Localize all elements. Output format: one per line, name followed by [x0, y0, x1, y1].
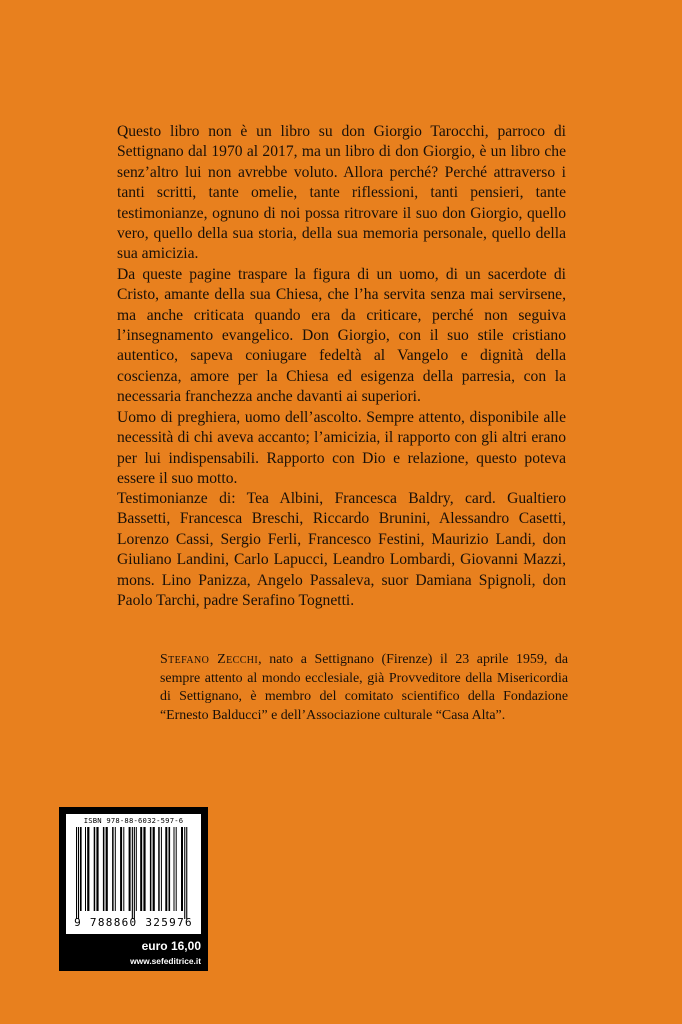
barcode-bar: [87, 827, 89, 911]
barcode-bar: [115, 827, 116, 911]
barcode-bar: [136, 827, 137, 911]
publisher-website: www.sefeditrice.it: [130, 956, 201, 966]
barcode-bar: [140, 827, 142, 911]
blurb-paragraph-1: Questo libro non è un libro su don Giorgio Tarocchi, parroco di Settignano dal 1970 al 2017, ma un libro di don Giorgio, è un libro che senz’altro lui non avrebbe voluto. Allora perché? Perché attraverso i tanti scritti, tante omelie, tante riflessioni, tanti pensieri, tante testimonianze, ognuno di noi possa ritrovare il suo don Giorgio, quello vero, quello della sua storia, della sua memoria personale, quello della sua amicizia.: [117, 123, 566, 263]
blurb-paragraph-2: Da queste pagine traspare la figura di un uomo, di un sacerdote di Cristo, amante della sua Chiesa, che l’ha servita senza mai servirsene, ma anche criticata quando era da criticare, perché non seguiva l’insegnamento evangelico. Don Giorgio, con il suo stile cristiano autentico, sapeva coniugare fedeltà al Vangelo e dignità della coscienza, amore per la Chiesa ed esigenza della parresia, con la necessaria franchezza anche davanti ai superiori.: [117, 265, 566, 406]
barcode-panel: [66, 814, 201, 934]
barcode-bar: [161, 827, 162, 911]
barcode-bar: [129, 827, 131, 911]
barcode-bar: [143, 827, 145, 911]
barcode-bar: [158, 827, 160, 911]
barcode-guard-bar: [186, 827, 187, 919]
barcode-bar: [106, 827, 108, 911]
barcode-bar: [85, 827, 86, 911]
price-label: euro 16,00: [141, 939, 201, 953]
barcode-bar: [112, 827, 114, 911]
isbn-label: ISBN 978-88-6032-597-6: [83, 816, 184, 825]
ean-digits: 9 788860 325976: [74, 916, 193, 929]
barcode-bar: [150, 827, 152, 911]
testimonials-list: Testimonianze di: Tea Albini, Francesca Baldry, card. Gualtiero Bassetti, Francesca Breschi, Riccardo Brunini, Alessandro Casetti, Lorenzo Cassi, Sergio Ferli, Francesco Festini, Maurizio Landi, don Giuliano Landini, Carlo Lapucci, Leandro Lombardi, Giovanni Mazzi, mons. Lino Panizza, Angelo Passaleva, suor Damiana Spignoli, don Paolo Tarchi, padre Serafino Tognetti.: [117, 490, 566, 610]
back-cover-blurb: [117, 122, 566, 489]
barcode-bar: [165, 827, 167, 911]
barcode-bar: [120, 827, 122, 911]
barcode-bar: [153, 827, 155, 911]
barcode-bar: [181, 827, 183, 911]
barcode-guard-bar: [132, 827, 133, 919]
barcode-guard-bar: [78, 827, 79, 919]
barcode-guard-bar: [134, 827, 135, 919]
barcode-block: [59, 807, 208, 971]
barcode-bar: [169, 827, 171, 911]
barcode-bar: [123, 827, 124, 911]
barcode-guard-bar: [184, 827, 185, 919]
barcode-bar: [103, 827, 105, 911]
barcode-guard-bar: [76, 827, 77, 919]
blurb-paragraph-3: Uomo di preghiera, uomo dell’ascolto. Sempre attento, disponibile alle necessità di chi aveva accanto; l’amicizia, il rapporto con gli altri erano per lui indispensabili. Rapporto con Dio e relazione, questo poteva essere il suo motto.: [117, 408, 566, 487]
barcode-bar: [176, 827, 177, 911]
barcode-bars: [75, 827, 195, 919]
barcode-bar: [96, 827, 98, 911]
author-bio-text: , nato a Settignano (Firenze) il 23 aprile 1959, da sempre attento al mondo ecclesiale, già Provveditore della Misericordia di Settignano, è membro del comitato scientifico della Fondazione “Ernesto Balducci” e dell’Associazione culturale “Casa Alta”.: [160, 652, 568, 723]
author-bio: [160, 651, 568, 725]
barcode-bar: [174, 827, 175, 911]
author-name: Stefano Zecchi: [160, 652, 259, 667]
barcode-bar: [94, 827, 96, 911]
barcode-bar: [80, 827, 82, 911]
